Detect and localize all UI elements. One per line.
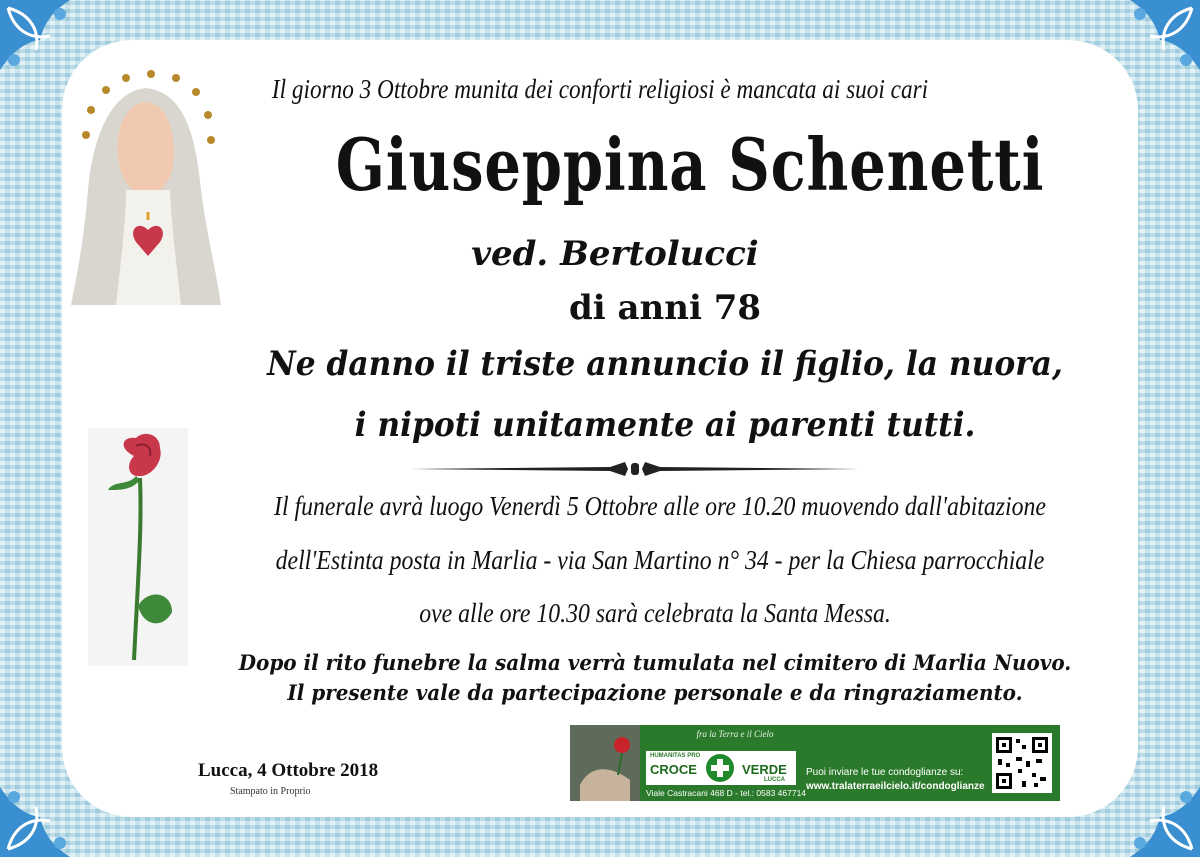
funeral-line: ove alle ore 10.30 sarà celebrata la Santa Messa.	[419, 598, 891, 628]
age: di anni 78	[568, 288, 762, 328]
flower-icon	[614, 737, 630, 753]
funeral-line: Il funerale avrà luogo Venerdì 5 Ottobre alle ore 10.20 muovendo dall'abitazione	[274, 491, 1046, 521]
logo-verde: VERDE	[742, 762, 787, 777]
deceased-name: Giuseppina Schenetti	[335, 122, 1045, 207]
cross-icon	[706, 754, 734, 782]
intro-line: Il giorno 3 Ottobre munita dei conforti religiosi è mancata ai suoi cari	[271, 74, 929, 104]
corner-ornament-icon	[0, 747, 110, 857]
announcement-line: i nipoti unitamente ai parenti tutti.	[354, 405, 976, 445]
place-date: Lucca, 4 Ottobre 2018	[198, 760, 379, 781]
hands-photo	[570, 725, 640, 801]
banner-tagline: fra la Terra e il Cielo	[696, 729, 774, 739]
corner-ornament-icon	[1090, 747, 1200, 857]
widow-of: ved. Bertolucci	[471, 234, 759, 274]
burial-note: Dopo il rito funebre la salma verrà tumulata nel cimitero di Marlia Nuovo.	[238, 650, 1072, 675]
announcement-line: Ne danno il triste annuncio il figlio, la nuora,	[267, 344, 1063, 384]
logo-croce: CROCE	[650, 762, 697, 777]
qr-code-icon[interactable]	[992, 733, 1052, 793]
logo-city: LUCCA	[764, 777, 785, 783]
funeral-home-banner[interactable]	[570, 725, 1060, 801]
printed-note: Stampato in Proprio	[230, 786, 311, 797]
banner-address: Viale Castracani 468 D - tel.: 0583 467714	[646, 788, 807, 798]
divider-ornament	[410, 458, 860, 480]
croce-verde-logo	[646, 751, 796, 785]
condolence-text: Puoi inviare le tue condoglianze su:	[806, 767, 964, 778]
thanks-note: Il presente vale da partecipazione personale e da ringraziamento.	[287, 680, 1023, 705]
funeral-line: dell'Estinta posta in Marlia - via San Martino n° 34 - per la Chiesa parrocchiale	[275, 545, 1045, 575]
condolence-link[interactable]: www.tralaterraeilcielo.it/condoglianze	[806, 781, 985, 792]
logo-small-text: HUMANITAS PRO	[650, 753, 701, 759]
